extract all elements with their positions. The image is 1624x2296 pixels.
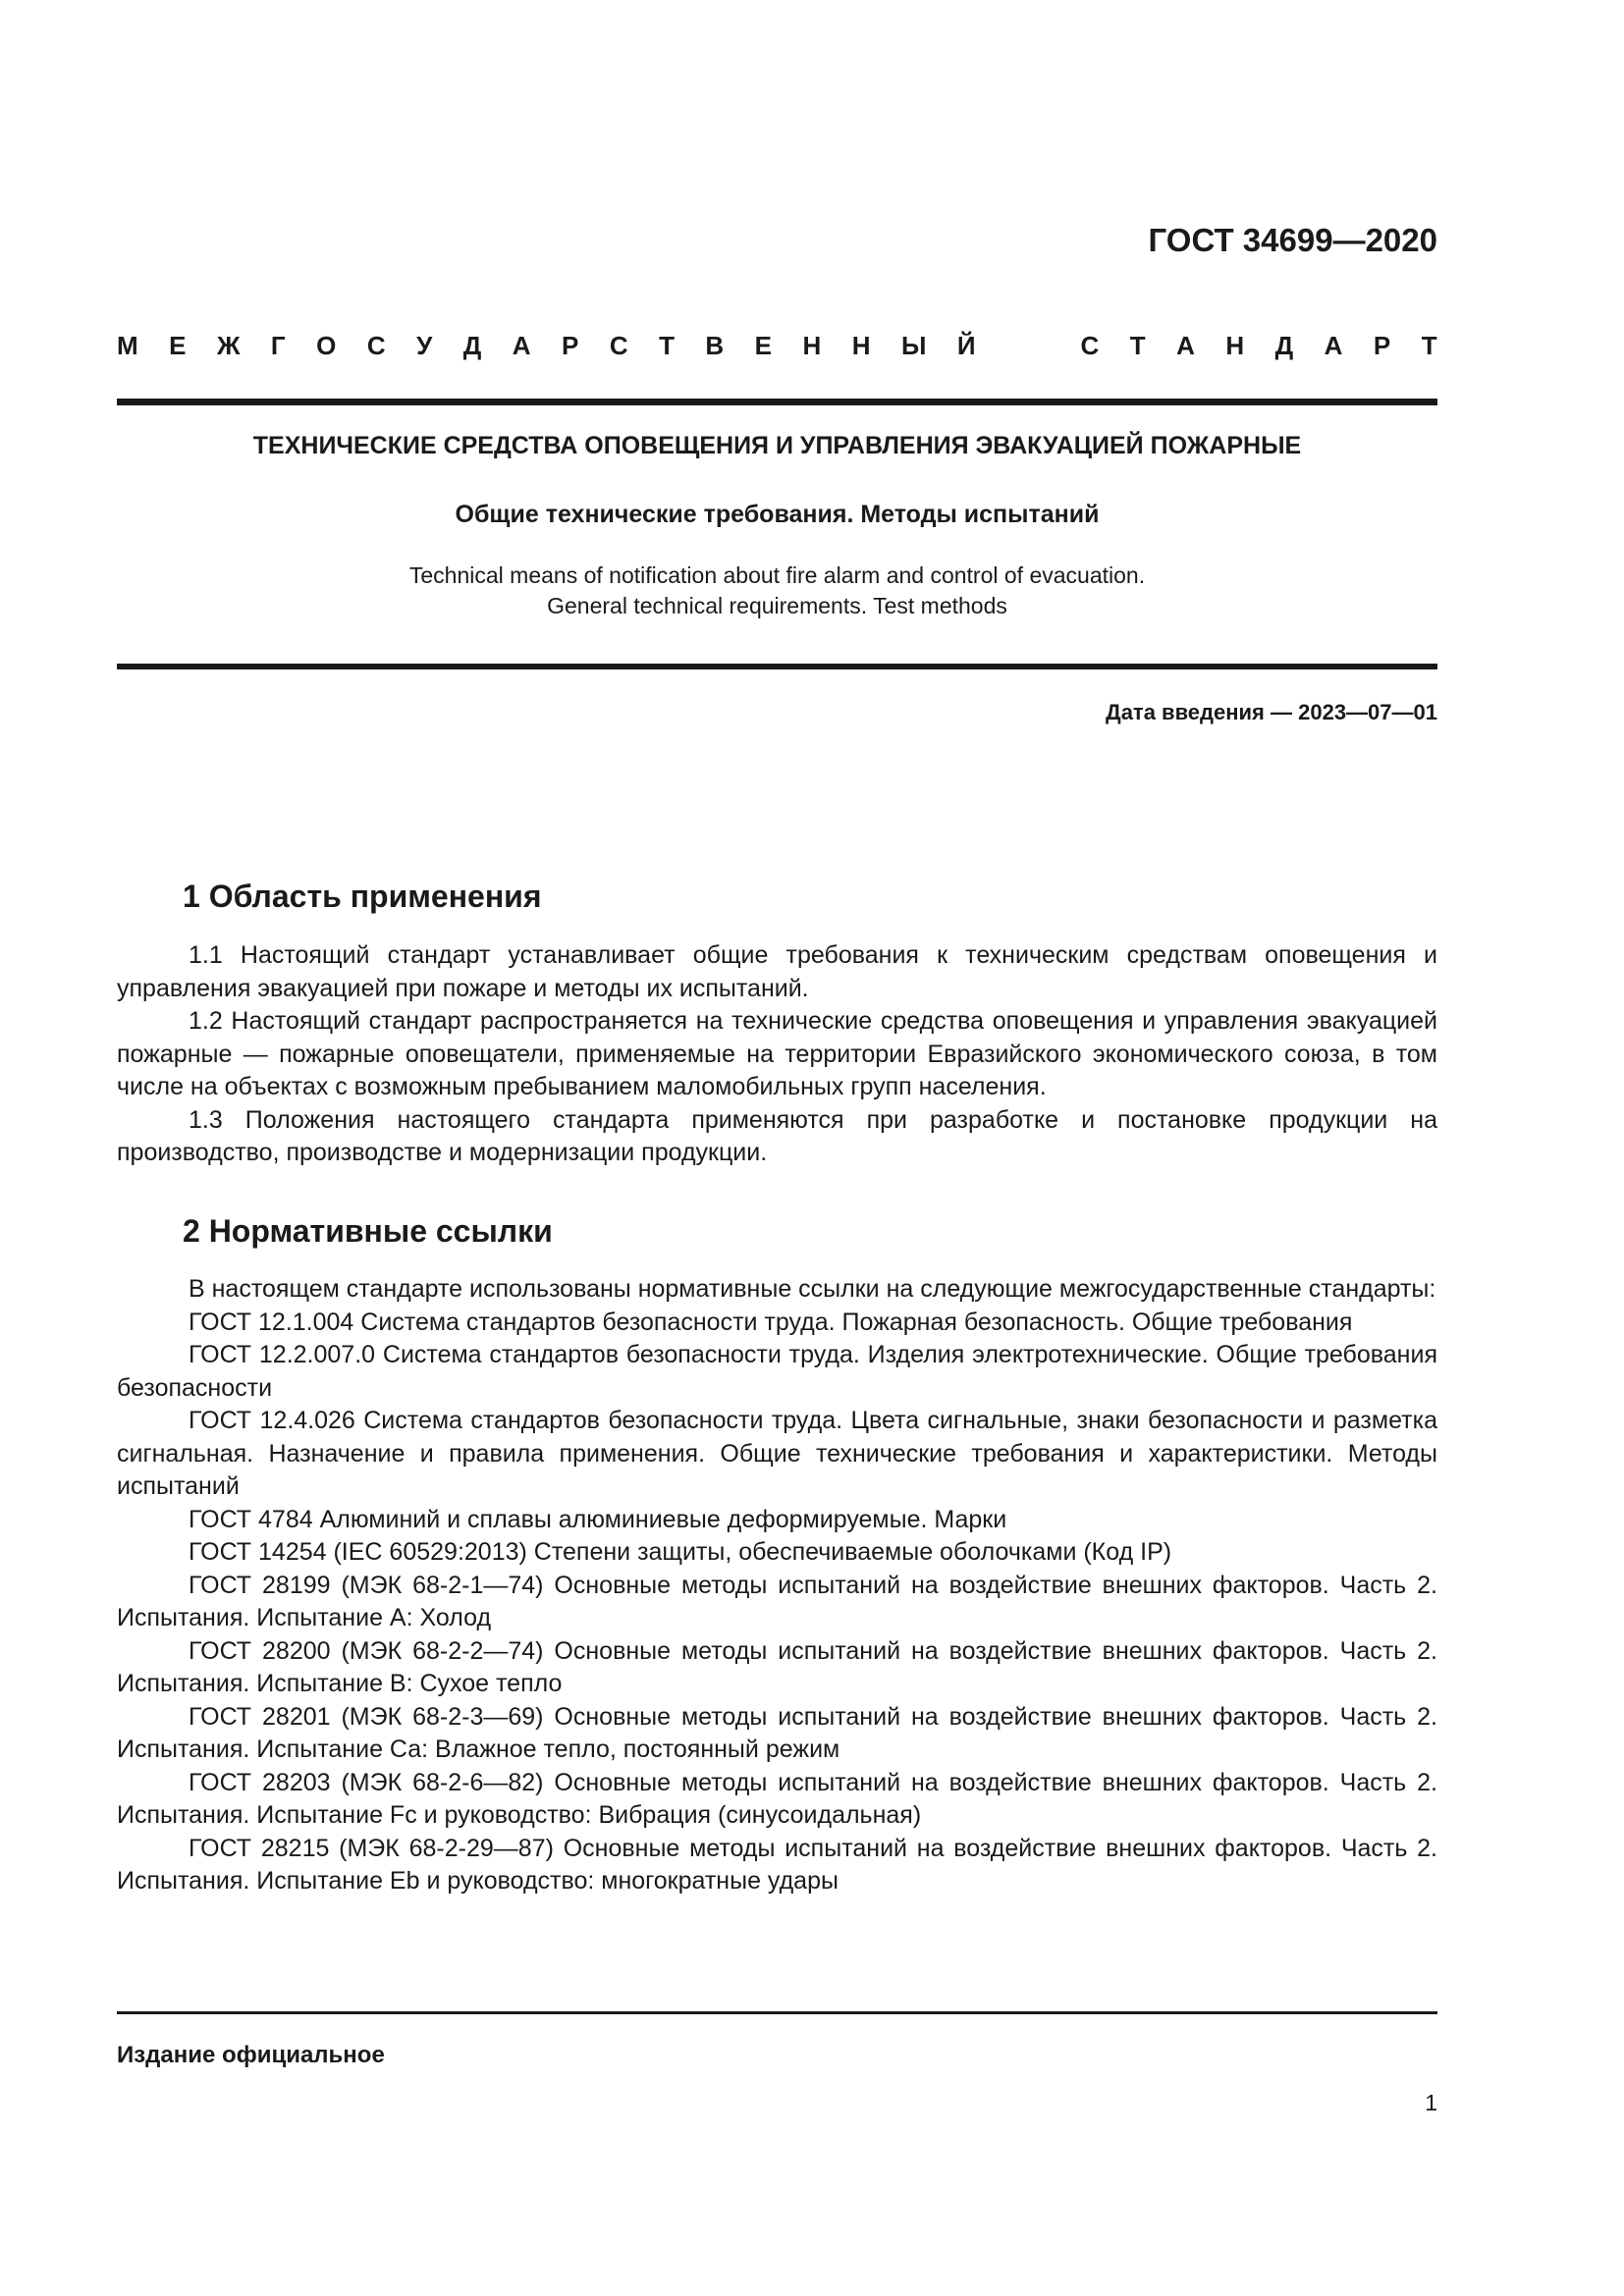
page-number: 1 <box>1425 2090 1437 2115</box>
english-title-line: General technical requirements. Test methods <box>547 593 1007 618</box>
title-rule-thick <box>117 664 1437 669</box>
banner-letter: Й <box>956 331 976 360</box>
banner-letter: Р <box>1373 331 1391 360</box>
reference-item: ГОСТ 28199 (МЭК 68-2-1—74) Основные методы испытаний на воздействие внешних факторов. Часть 2. Испытания. Испытание А: Холод <box>117 1571 1437 1631</box>
reference-item: ГОСТ 28200 (МЭК 68-2-2—74) Основные методы испытаний на воздействие внешних факторов. Часть 2. Испытания. Испытание В: Сухое тепло <box>117 1636 1437 1697</box>
paragraph: В настоящем стандарте использованы нормативные ссылки на следующие межгосударственные стандарты: <box>189 1275 1436 1303</box>
english-title <box>117 561 1437 621</box>
banner-letter: Д <box>1274 331 1294 360</box>
reference-item: ГОСТ 12.2.007.0 Система стандартов безопасности труда. Изделия электротехнические. Общие требования безопасности <box>117 1341 1437 1402</box>
banner-letter: Ы <box>900 331 927 360</box>
banner-letter: Н <box>802 331 822 360</box>
reference-item: ГОСТ 28201 (МЭК 68-2-3—69) Основные методы испытаний на воздействие внешних факторов. Часть 2. Испытания. Испытание Са: Влажное тепло, постоянный режим <box>117 1702 1437 1763</box>
banner-letter: Д <box>462 331 482 360</box>
banner-letter: Ж <box>216 331 241 360</box>
english-title-line: Technical means of notification about fire alarm and control of evacuation. <box>408 562 1146 588</box>
official-edition-label: Издание официальное <box>117 2042 385 2068</box>
section-body-scope <box>117 939 1437 1170</box>
banner-letter: С <box>366 331 386 360</box>
section-body-normative-references <box>117 1273 1437 1898</box>
banner-letter: Г <box>270 331 286 360</box>
banner-letter: Т <box>659 331 675 360</box>
reference-item: ГОСТ 28215 (МЭК 68-2-29—87) Основные методы испытаний на воздействие внешних факторов. Часть 2. Испытания. Испытание Eb и руководство: многократные удары <box>117 1834 1437 1895</box>
reference-item: ГОСТ 4784 Алюминий и сплавы алюминиевые деформируемые. Марки <box>189 1505 1007 1533</box>
document-subtitle: Общие технические требования. Методы испытаний <box>455 501 1100 528</box>
banner-letter: С <box>1080 331 1100 360</box>
banner-word-gap <box>1006 329 1050 362</box>
reference-item: ГОСТ 12.1.004 Система стандартов безопасности труда. Пожарная безопасность. Общие требования <box>189 1308 1353 1336</box>
standard-kind-banner <box>117 329 1437 362</box>
section-heading-scope: 1 Область применения <box>183 879 542 914</box>
banner-letter: Р <box>562 331 579 360</box>
paragraph: 1.2 Настоящий стандарт распространяется на технические средства оповещения и управления эвакуацией пожарные — пожарные оповещатели, применяемые на территории Евразийского экономического союза, в том числе на объектах с возможным пребыванием маломобильных групп населения. <box>117 1007 1437 1100</box>
banner-letter: С <box>609 331 628 360</box>
document-page <box>117 0 1437 2296</box>
banner-letter: Н <box>1225 331 1245 360</box>
banner-letter: Н <box>851 331 871 360</box>
paragraph: 1.3 Положения настоящего стандарта применяются при разработке и постановке продукции на производство, производстве и модернизации продукции. <box>117 1105 1437 1166</box>
banner-letter: В <box>705 331 725 360</box>
header-rule-thick <box>117 399 1437 405</box>
banner-letter: А <box>512 331 531 360</box>
reference-item: ГОСТ 14254 (IEC 60529:2013) Степени защиты, обеспечиваемые оболочками (Код IP) <box>189 1538 1172 1566</box>
paragraph: 1.1 Настоящий стандарт устанавливает общие требования к техническим средствам оповещения и управления эвакуацией при пожаре и методы их испытаний. <box>117 941 1437 1002</box>
reference-item: ГОСТ 12.4.026 Система стандартов безопасности труда. Цвета сигнальные, знаки безопасности и разметка сигнальная. Назначение и правила применения. Общие технические требования и характеристики. Методы испытаний <box>117 1407 1437 1500</box>
reference-item: ГОСТ 28203 (МЭК 68-2-6—82) Основные методы испытаний на воздействие внешних факторов. Часть 2. Испытания. Испытание Fc и руководство: Вибрация (синусоидальная) <box>117 1768 1437 1829</box>
banner-letter: Т <box>1421 331 1437 360</box>
banner-letter: У <box>416 331 433 360</box>
banner-letter: О <box>316 331 337 360</box>
section-heading-normative-references: 2 Нормативные ссылки <box>183 1213 553 1249</box>
document-title: ТЕХНИЧЕСКИЕ СРЕДСТВА ОПОВЕЩЕНИЯ И УПРАВЛЕНИЯ ЭВАКУАЦИЕЙ ПОЖАРНЫЕ <box>252 432 1302 459</box>
footer-rule <box>117 2011 1437 2014</box>
banner-letter: М <box>117 331 138 360</box>
standard-number: ГОСТ 34699—2020 <box>1148 222 1437 258</box>
banner-letter: А <box>1324 331 1343 360</box>
banner-letter: Е <box>169 331 187 360</box>
banner-letter: Е <box>754 331 773 360</box>
introduction-date: Дата введения — 2023—07—01 <box>1106 700 1437 724</box>
banner-letter: А <box>1176 331 1195 360</box>
banner-letter: Т <box>1129 331 1146 360</box>
